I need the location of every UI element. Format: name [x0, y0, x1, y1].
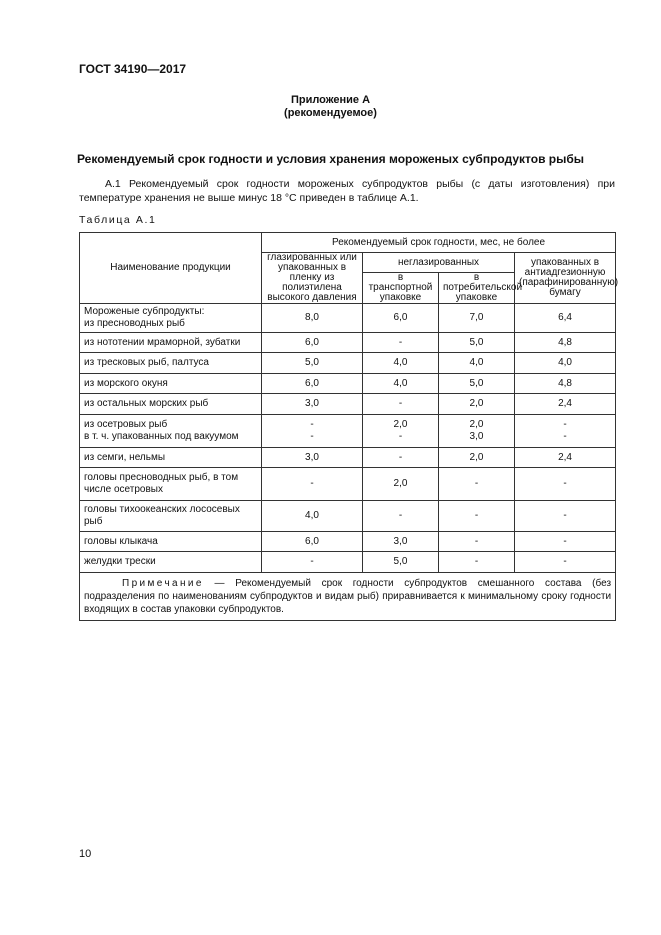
shelf-life-value-cell: 6,4	[515, 304, 616, 333]
table-label: Таблица А.1	[79, 214, 157, 226]
shelf-life-value-cell: 8,0	[262, 304, 363, 333]
table-row	[80, 353, 616, 374]
shelf-life-value-cell: 2,0 -	[363, 415, 439, 448]
annex-heading	[0, 94, 661, 120]
standard-number: ГОСТ 34190—2017	[79, 62, 187, 76]
shelf-life-value-cell: 6,0	[363, 304, 439, 333]
section-title: Рекомендуемый срок годности и условия хранения мороженых субпродуктов рыбы	[76, 152, 585, 166]
header-product: Наименование продукции	[80, 233, 262, 304]
shelf-life-value-cell: 3,0	[262, 394, 363, 415]
table-row	[80, 394, 616, 415]
product-name-cell: Мороженые субпродукты: из пресноводных рыб	[80, 304, 262, 333]
product-name-cell: из остальных морских рыб	[80, 394, 262, 415]
product-name-cell: головы тихоокеанских лососевых рыб	[80, 501, 262, 532]
table-row	[80, 415, 616, 448]
shelf-life-value-cell: 5,0	[439, 333, 515, 353]
shelf-life-value-cell: 4,0	[262, 501, 363, 532]
shelf-life-value-cell: 7,0	[439, 304, 515, 333]
shelf-life-value-cell: -	[439, 532, 515, 552]
shelf-life-value-cell: -	[439, 501, 515, 532]
shelf-life-value-cell: 6,0	[262, 333, 363, 353]
product-name-cell: головы клыкача	[80, 532, 262, 552]
shelf-life-value-cell: 4,8	[515, 333, 616, 353]
shelf-life-value-cell: -	[439, 468, 515, 501]
shelf-life-value-cell: 2,4	[515, 394, 616, 415]
annex-status: (рекомендуемое)	[284, 107, 377, 119]
header-transport: в транспортной упаковке	[363, 273, 439, 304]
shelf-life-value-cell: 2,0	[439, 448, 515, 468]
shelf-life-value-cell: 5,0	[262, 353, 363, 374]
shelf-life-value-cell: 6,0	[262, 532, 363, 552]
shelf-life-value-cell: 2,4	[515, 448, 616, 468]
shelf-life-value-cell: 3,0	[262, 448, 363, 468]
shelf-life-value-cell: -	[515, 501, 616, 532]
shelf-life-value-cell: -	[363, 333, 439, 353]
product-name-cell: из осетровых рыб в т. ч. упакованных под вакуумом	[80, 415, 262, 448]
table-row	[80, 552, 616, 573]
table-row	[80, 333, 616, 353]
shelf-life-value-cell: -	[262, 468, 363, 501]
shelf-life-value-cell: -	[262, 552, 363, 573]
shelf-life-value-cell: 6,0	[262, 374, 363, 394]
note-label: Примечание	[122, 578, 204, 589]
shelf-life-value-cell: -	[515, 532, 616, 552]
product-name-cell: желудки трески	[80, 552, 262, 573]
shelf-life-value-cell: -	[363, 394, 439, 415]
paragraph-a1	[79, 177, 615, 205]
note-text: — Рекомендуемый срок годности субпродуктов смешанного состава (без подразделения по наименованиям субпродуктов и видам рыб) приравнивается к минимальному сроку годности входящих в состав упаковки субпродуктов.	[84, 578, 612, 615]
table-row	[80, 501, 616, 532]
table-row	[80, 468, 616, 501]
table-row	[80, 304, 616, 333]
header-antiadhesive: упакованных в антиадгезионную (парафинированную) бумагу	[515, 253, 616, 304]
table-note	[80, 573, 616, 621]
shelf-life-value-cell: 4,0	[363, 374, 439, 394]
shelf-life-value-cell: 5,0	[439, 374, 515, 394]
shelf-life-value-cell: 3,0	[363, 532, 439, 552]
shelf-life-value-cell: 4,0	[439, 353, 515, 374]
table-row	[80, 374, 616, 394]
product-name-cell: из нототении мраморной, зубатки	[80, 333, 262, 353]
header-shelf-life-group: Рекомендуемый срок годности, мес, не более	[262, 233, 616, 253]
product-name-cell: из семги, нельмы	[80, 448, 262, 468]
shelf-life-value-cell: - -	[515, 415, 616, 448]
shelf-life-table	[79, 232, 619, 621]
annex-title: Приложение А	[290, 94, 371, 106]
paragraph-text: А.1 Рекомендуемый срок годности мороженых субпродуктов рыбы (с даты изготовления) при температуре хранения не выше минус 18 °С приведен в таблице А.1.	[79, 178, 615, 204]
page-number: 10	[79, 848, 92, 860]
header-glazed: глазированных или упакованных в пленку из полиэтилена высокого давления	[262, 253, 363, 304]
shelf-life-value-cell: -	[515, 552, 616, 573]
shelf-life-value-cell: 5,0	[363, 552, 439, 573]
table-row	[80, 532, 616, 552]
shelf-life-value-cell: -	[439, 552, 515, 573]
shelf-life-value-cell: -	[363, 448, 439, 468]
shelf-life-value-cell: 2,0	[439, 394, 515, 415]
shelf-life-value-cell: 2,0	[363, 468, 439, 501]
shelf-life-value-cell: 4,0	[515, 353, 616, 374]
table-row	[80, 448, 616, 468]
product-name-cell: из тресковых рыб, палтуса	[80, 353, 262, 374]
shelf-life-value-cell: 4,8	[515, 374, 616, 394]
shelf-life-value-cell: 2,0 3,0	[439, 415, 515, 448]
product-name-cell: головы пресноводных рыб, в том числе осетровых	[80, 468, 262, 501]
shelf-life-value-cell: -	[515, 468, 616, 501]
shelf-life-value-cell: -	[363, 501, 439, 532]
shelf-life-value-cell: 4,0	[363, 353, 439, 374]
product-name-cell: из морского окуня	[80, 374, 262, 394]
table-note-row	[80, 573, 616, 621]
header-consumer: в потребительской упаковке	[439, 273, 515, 304]
header-unglazed: неглазированных	[363, 253, 515, 273]
shelf-life-value-cell: - -	[262, 415, 363, 448]
